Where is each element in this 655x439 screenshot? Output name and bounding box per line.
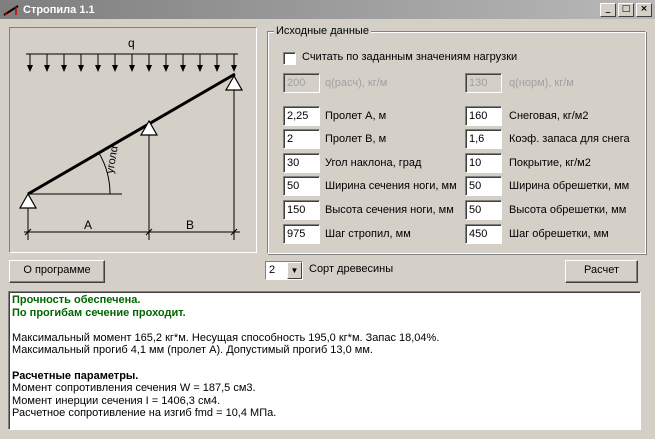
rafter-diagram-panel <box>9 27 257 253</box>
about-button[interactable]: О программе <box>9 260 105 283</box>
angle-label: уголα <box>104 144 121 175</box>
wood-grade-value: 2 <box>269 264 276 276</box>
leg-height-label: Высота сечения ноги, мм <box>325 204 454 216</box>
span-b-label: Пролет В, м <box>325 133 387 145</box>
snow-factor-field[interactable]: 1,6 <box>465 129 502 149</box>
maximize-button[interactable]: □ <box>618 3 634 17</box>
leg-height-field[interactable]: 150 <box>283 200 320 220</box>
q-calc-field[interactable]: 200 <box>283 73 320 93</box>
batten-spacing-field[interactable]: 450 <box>465 224 502 244</box>
span-a-label: A <box>84 218 93 232</box>
batten-height-label: Высота обрешетки, мм <box>509 204 627 216</box>
input-data-legend: Исходные данные <box>276 25 369 37</box>
moment-result: Максимальный момент 165,2 кг*м. Несущая способность 195,0 кг*м. Запас 18,04%. <box>12 331 440 344</box>
span-a-field[interactable]: 2,25 <box>283 106 320 126</box>
calculate-button[interactable]: Расчет <box>565 260 638 283</box>
results-output[interactable] <box>8 291 641 430</box>
q-norm-field[interactable]: 130 <box>465 73 502 93</box>
slope-angle-field[interactable]: 30 <box>283 153 320 173</box>
batten-width-field[interactable]: 50 <box>465 176 502 196</box>
load-arrow-head <box>214 65 220 72</box>
load-arrows <box>27 54 237 72</box>
q-norm-label: q(норм), кг/м <box>509 77 574 89</box>
q-calc-label: q(расч), кг/м <box>325 77 388 89</box>
load-arrow-head <box>78 65 84 72</box>
rafter-diagram <box>10 28 256 252</box>
load-arrow-head <box>180 65 186 72</box>
load-arrow-head <box>197 65 203 72</box>
rafter-beam <box>28 74 235 194</box>
load-arrow-head <box>112 65 118 72</box>
load-label: q <box>128 36 135 50</box>
load-arrow-head <box>146 65 152 72</box>
load-arrow-head <box>27 65 33 72</box>
chevron-down-icon[interactable]: ▼ <box>287 262 302 279</box>
param-section-modulus: Момент сопротивления сечения W = 187,5 см3. <box>12 382 256 395</box>
load-arrow-head <box>129 65 135 72</box>
param-moment-of-inertia: Момент инерции сечения I = 1406,3 см4. <box>12 394 221 407</box>
load-arrow-head <box>231 65 237 72</box>
rafter-app-icon <box>3 3 19 17</box>
deflection-result: Максимальный прогиб 4,1 мм (пролет А). Допустимый прогиб 13,0 мм. <box>12 344 373 357</box>
strength-status: Прочность обеспечена. <box>12 294 141 306</box>
roofing-load-field[interactable]: 10 <box>465 153 502 173</box>
snow-load-field[interactable]: 160 <box>465 106 502 126</box>
rafter-spacing-label: Шаг стропил, мм <box>325 228 411 240</box>
close-button[interactable]: × <box>636 3 652 17</box>
batten-height-field[interactable]: 50 <box>465 200 502 220</box>
load-arrow-head <box>61 65 67 72</box>
snow-factor-label: Коэф. запаса для снега <box>509 133 630 145</box>
batten-width-label: Ширина обрешетки, мм <box>509 180 630 192</box>
left-support <box>20 194 36 208</box>
wood-grade-select[interactable] <box>265 261 303 280</box>
use-given-load-label[interactable]: Считать по заданным значениям нагрузки <box>302 51 518 63</box>
span-a-label: Пролет А, м <box>325 110 387 122</box>
minimize-button[interactable]: _ <box>600 3 616 17</box>
leg-width-field[interactable]: 50 <box>283 176 320 196</box>
params-heading: Расчетные параметры. <box>12 369 139 382</box>
span-b-field[interactable]: 2 <box>283 129 320 149</box>
title-bar[interactable] <box>0 0 655 19</box>
slope-angle-label: Угол наклона, град <box>325 157 422 169</box>
load-arrow-head <box>95 65 101 72</box>
leg-width-label: Ширина сечения ноги, мм <box>325 180 457 192</box>
snow-load-label: Снеговая, кг/м2 <box>509 110 589 122</box>
use-given-load-checkbox[interactable] <box>283 52 296 65</box>
rafter-spacing-field[interactable]: 975 <box>283 224 320 244</box>
deflection-status: По прогибам сечение проходит. <box>12 306 186 319</box>
roofing-load-label: Покрытие, кг/м2 <box>509 157 591 169</box>
span-b-label: B <box>186 218 195 232</box>
param-bending-resistance: Расчетное сопротивление на изгиб fmd = 10,4 МПа. <box>12 407 277 420</box>
load-arrow-head <box>44 65 50 72</box>
batten-spacing-label: Шаг обрешетки, мм <box>509 228 609 240</box>
wood-grade-label: Сорт древесины <box>309 263 394 275</box>
load-arrow-head <box>163 65 169 72</box>
window-title: Стропила 1.1 <box>23 3 95 16</box>
